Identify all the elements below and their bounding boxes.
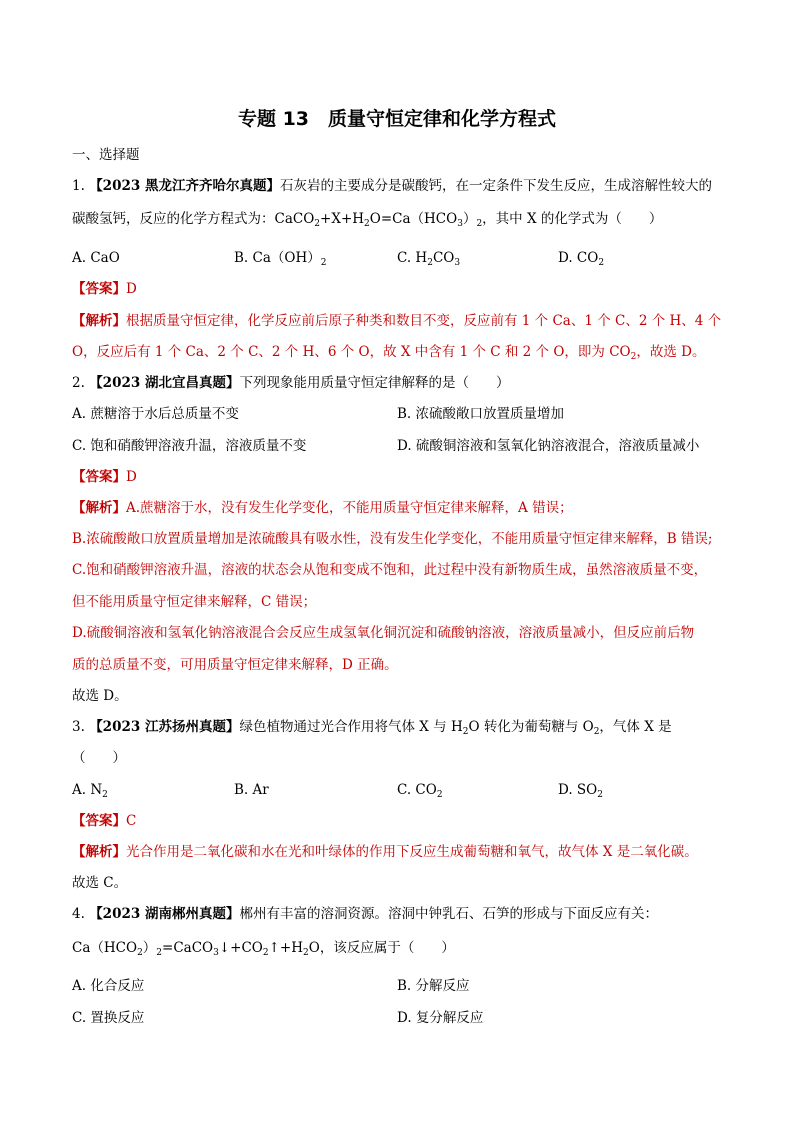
question-1-stem-line2: [72, 209, 662, 234]
answer-value: D: [126, 469, 137, 485]
question-text: 绿色植物通过光合作用将气体 X 与 H: [239, 719, 463, 735]
analysis-line: 质的总质量不变，可用质量守恒定律来解释，D 正确。: [72, 657, 398, 673]
option-text: C. H: [397, 250, 428, 266]
page-title: 专题 13 质量守恒定律和化学方程式: [237, 108, 557, 130]
subscript: 2: [262, 948, 269, 958]
question-1-stem: [72, 176, 712, 196]
question-2-stem: [72, 373, 509, 393]
analysis-line: C.饱和硝酸钾溶液升温，溶液的状态会从饱和变成不饱和，此过程中没有新物质生成，虽然溶液质量不变，: [72, 562, 708, 578]
option-d: D. 硫酸铜溶液和氢氧化钠溶液混合，溶液质量减小: [397, 438, 700, 454]
question-text: ，气体 X 是: [599, 719, 672, 735]
analysis-tag: 【解析】: [72, 844, 126, 860]
answer-value: D: [126, 281, 137, 297]
subscript: 2: [630, 352, 637, 362]
option-b: B. 浓硫酸敞口放置质量增加: [397, 406, 565, 422]
question-number: 4.: [72, 906, 85, 922]
subscript: 2: [364, 219, 370, 229]
option-text: D. CO: [558, 250, 599, 266]
eq-part: ）: [462, 211, 477, 227]
subscript: 2: [156, 948, 163, 958]
option-a: A. 化合反应: [72, 978, 145, 994]
subscript: 2: [427, 258, 433, 268]
question-text: 石灰岩的主要成分是碳酸钙，在一定条件下发生反应，生成溶解性较大的: [279, 178, 712, 194]
analysis-text: 光合作用是二氧化碳和水在光和叶绿体的作用下反应生成葡萄糖和氧气，故气体 X 是二氧化碳。: [126, 844, 698, 860]
subscript: 2: [476, 219, 483, 229]
section-heading: 一、选择题: [72, 147, 140, 163]
option-b: B. 分解反应: [397, 978, 470, 994]
question-text: O 转化为葡萄糖与 O: [468, 719, 594, 735]
analysis-line: [72, 498, 573, 518]
answer-line: [72, 279, 137, 299]
subscript: 3: [213, 948, 219, 958]
eq-part: CaCO: [274, 211, 315, 227]
option-d: [558, 248, 604, 273]
question-4-equation: [72, 938, 455, 963]
option-text: A. N: [72, 782, 103, 798]
subscript: 2: [597, 790, 603, 800]
option-text: CO: [432, 250, 455, 266]
subscript: 2: [462, 727, 469, 737]
conclusion-line: 故选 D。: [72, 688, 128, 704]
option-text: A. CaO: [72, 250, 120, 266]
option-d: D. 复分解反应: [397, 1010, 484, 1026]
eq-part: O: [308, 940, 320, 956]
eq-part: +X+H: [320, 211, 365, 227]
question-3-stem: [72, 717, 672, 742]
option-c: C. 饱和硝酸钾溶液升温，溶液质量不变: [72, 438, 307, 454]
subscript: 2: [598, 258, 605, 268]
answer-line: [72, 811, 136, 831]
answer-line: [72, 467, 137, 487]
analysis-line: [72, 342, 705, 367]
analysis-text: 根据质量守恒定律，化学反应前后原子种类和数目不变，反应前有 1 个 Ca、1 个 C、2 个 H、4 个: [126, 313, 722, 329]
subscript: 2: [320, 258, 327, 268]
option-d: [558, 780, 603, 805]
answer-tag: 【答案】: [72, 469, 126, 485]
analysis-text: A.蔗糖溶于水，没有发生化学变化，不能用质量守恒定律来解释，A 错误；: [126, 500, 573, 516]
question-number: 1.: [72, 178, 85, 194]
option-c: [397, 248, 460, 273]
option-a: A. 蔗糖溶于水后总质量不变: [72, 406, 239, 422]
answer-tag: 【答案】: [72, 813, 126, 829]
subscript: 2: [137, 948, 143, 958]
analysis-text: O，反应后有 1 个 Ca、2 个 C、2 个 H、6 个 O，故 X 中含有 1 个 C 和 2 个 O，即为 CO: [72, 344, 631, 360]
question-source: 【2023 湖南郴州真题】: [89, 906, 240, 922]
subscript: 2: [593, 727, 600, 737]
analysis-line: [72, 311, 721, 331]
option-text: B. Ca（OH）: [234, 250, 321, 266]
chemical-equation: [275, 211, 483, 227]
question-source: 【2023 江苏扬州真题】: [89, 719, 240, 735]
question-4-stem: [72, 904, 658, 924]
question-source: 【2023 黑龙江齐齐哈尔真题】: [89, 178, 280, 194]
question-text: 碳酸氢钙，反应的化学方程式为：: [72, 211, 275, 227]
answer-value: C: [126, 813, 137, 829]
option-text: D. SO: [558, 782, 598, 798]
subscript: 2: [436, 790, 443, 800]
analysis-tag: 【解析】: [72, 500, 126, 516]
subscript: 2: [314, 219, 321, 229]
question-3-stem-line2: （ ）: [72, 750, 126, 766]
eq-part: Ca（HCO: [72, 940, 138, 956]
subscript: 2: [303, 948, 309, 958]
option-c: C. 置换反应: [72, 1010, 145, 1026]
analysis-line: D.硫酸铜溶液和氢氧化钠溶液混合会反应生成氢氧化铜沉淀和硫酸钠溶液，溶液质量减小，但反应前后物: [72, 625, 695, 641]
eq-part: ↓+CO: [218, 940, 263, 956]
question-source: 【2023 湖北宜昌真题】: [89, 375, 240, 391]
option-text: C. CO: [397, 782, 437, 798]
eq-part: =CaCO: [162, 940, 214, 956]
answer-tag: 【答案】: [72, 281, 126, 297]
eq-part: ）: [142, 940, 157, 956]
subscript: 3: [454, 258, 461, 268]
subscript: 2: [102, 790, 108, 800]
analysis-line: B.浓硫酸敞口放置质量增加是浓硫酸具有吸水性，没有发生化学变化，不能用质量守恒定律来解释，B 错误;: [72, 531, 713, 547]
analysis-line: 但不能用质量守恒定律来解释，C 错误；: [72, 594, 317, 610]
eq-part: O=Ca（HCO: [369, 211, 458, 227]
option-b: [234, 780, 269, 800]
question-text: 郴州有丰富的溶洞资源。溶洞中钟乳石、石笋的形成与下面反应有关：: [239, 906, 658, 922]
chemical-equation: [72, 940, 320, 956]
option-text: B. Ar: [234, 782, 269, 798]
analysis-tag: 【解析】: [72, 313, 126, 329]
question-number: 3.: [72, 719, 85, 735]
question-text: 下列现象能用质量守恒定律解释的是（ ）: [239, 375, 510, 391]
question-text: ，其中 X 的化学式为（ ）: [482, 211, 663, 227]
option-b: [234, 248, 326, 273]
conclusion-line: 故选 C。: [72, 875, 128, 891]
option-a: [72, 248, 120, 268]
question-number: 2.: [72, 375, 85, 391]
eq-part: ↑+H: [268, 940, 304, 956]
analysis-line: [72, 842, 698, 862]
analysis-text: ，故选 D。: [636, 344, 706, 360]
option-a: [72, 780, 108, 805]
question-text: ，该反应属于（ ）: [319, 940, 455, 956]
subscript: 3: [457, 219, 463, 229]
option-c: [397, 780, 443, 805]
